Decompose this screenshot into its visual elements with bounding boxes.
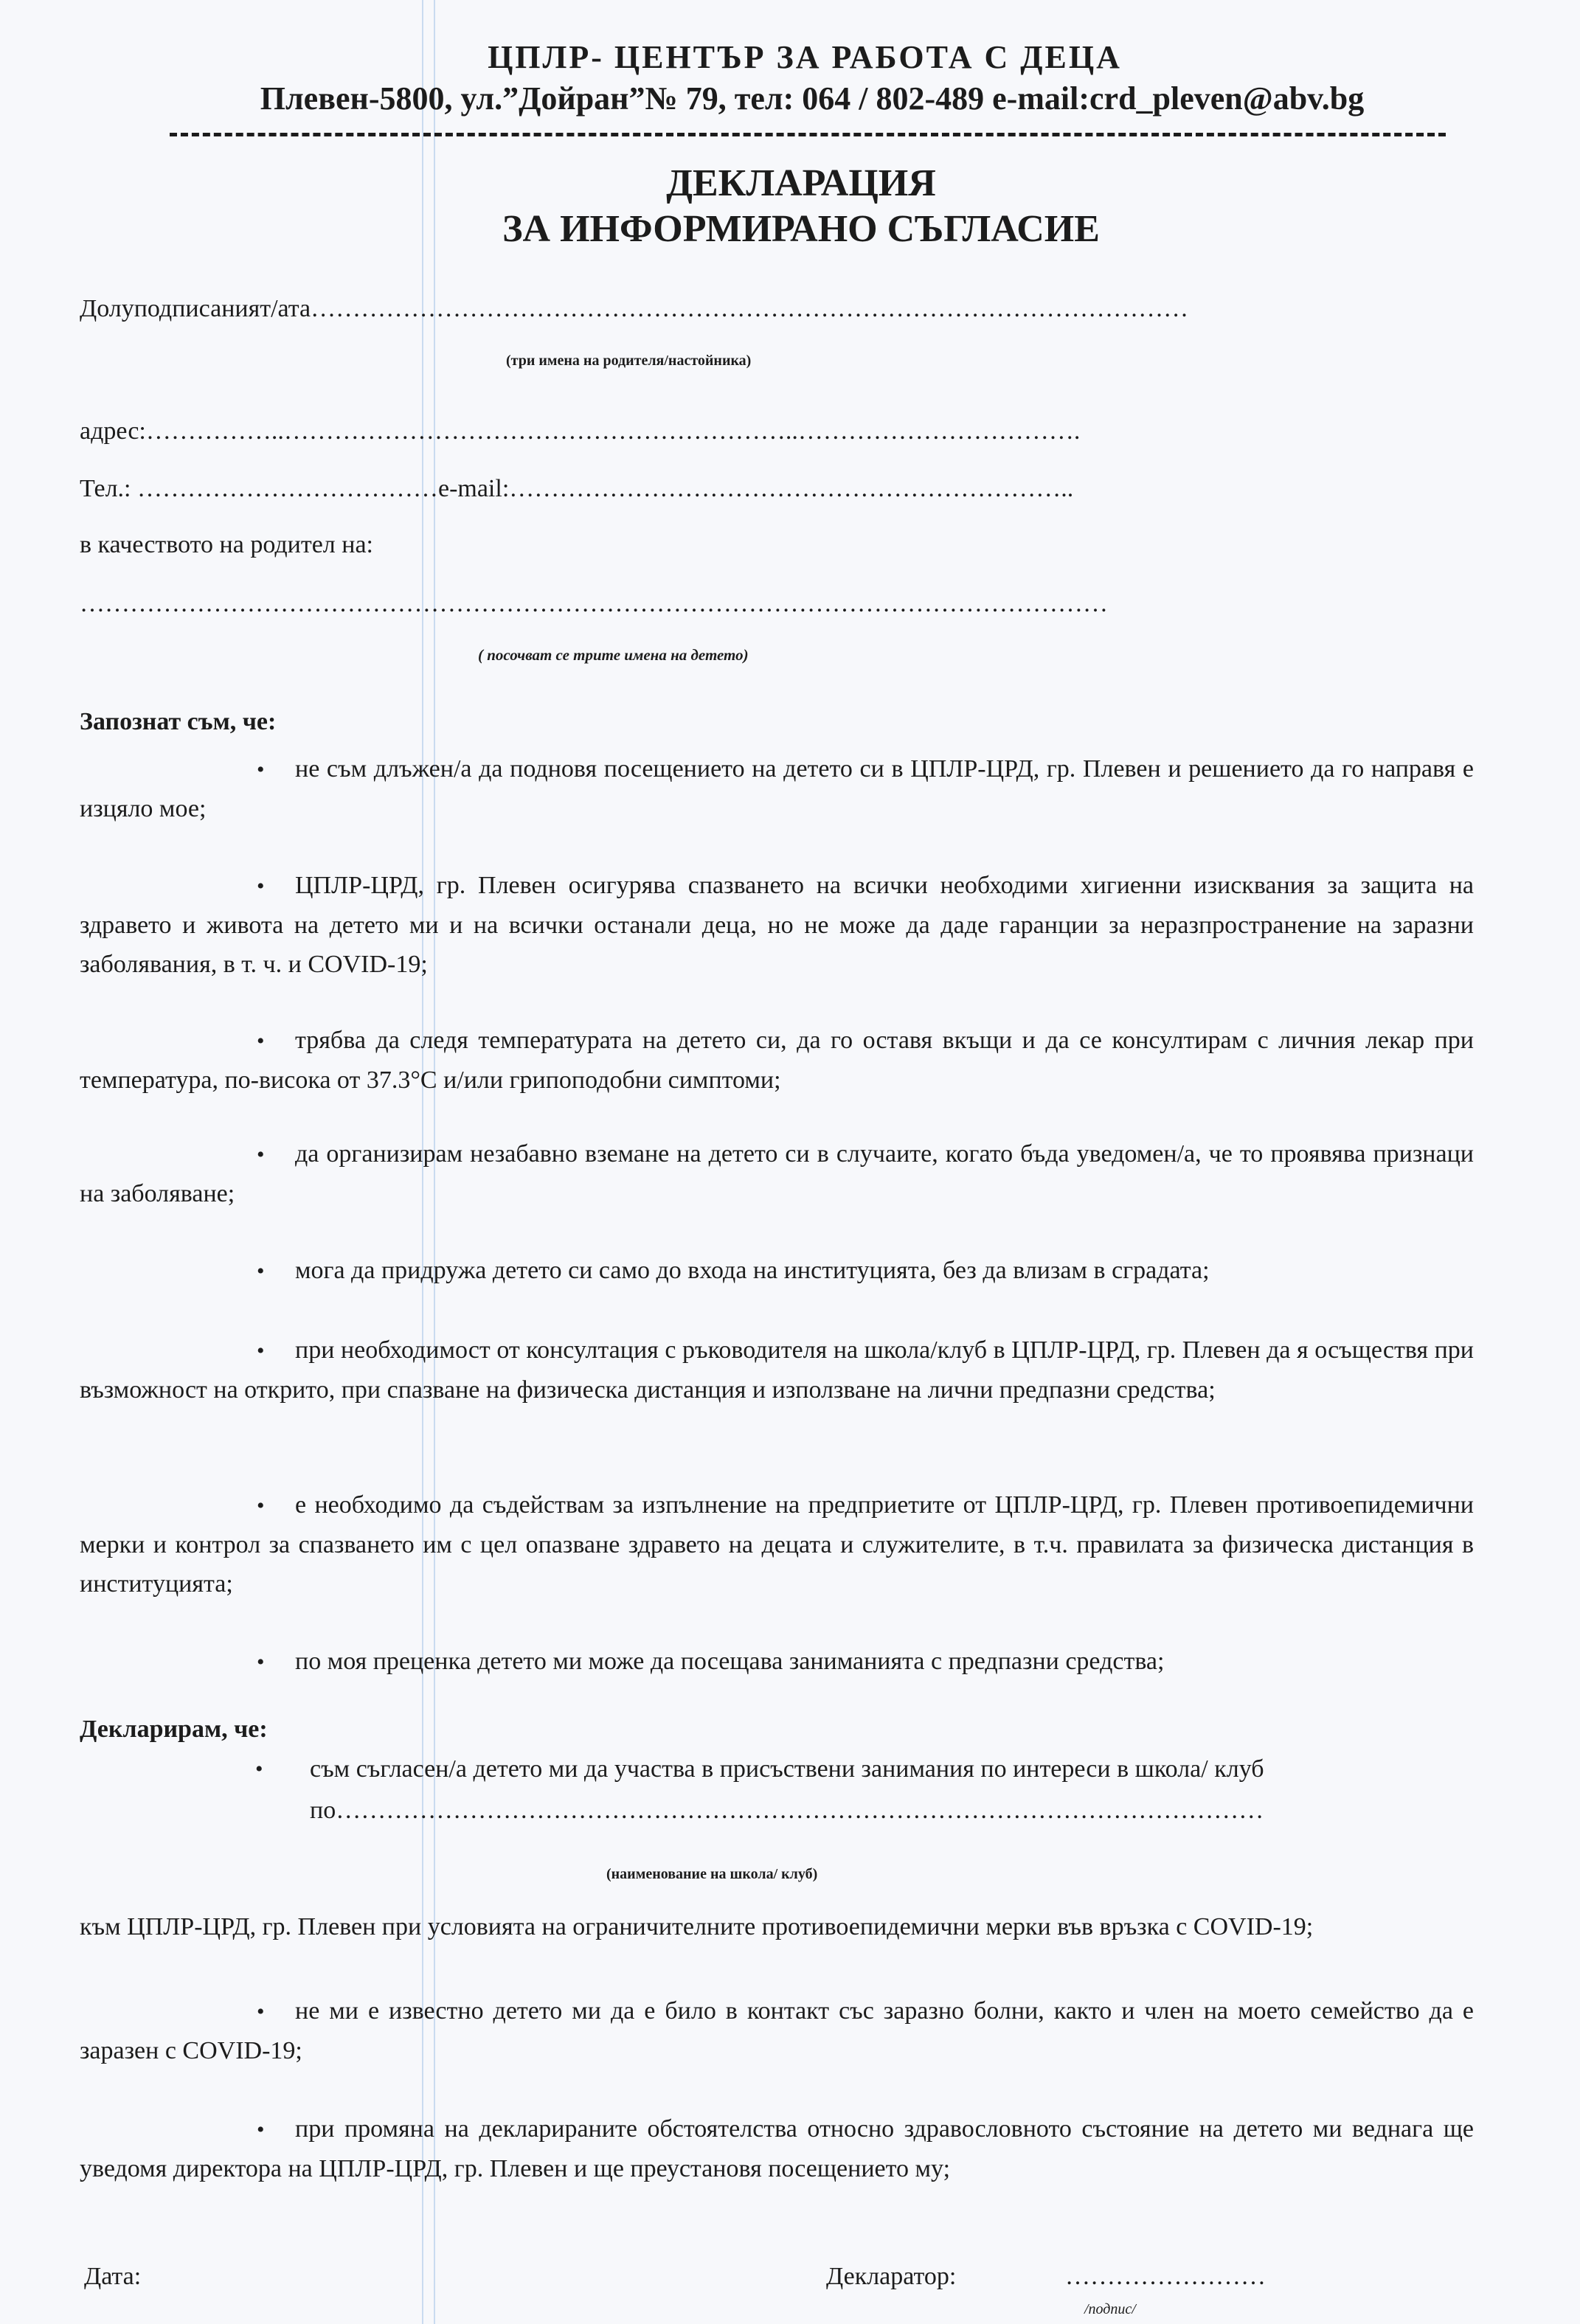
acknowledge-item-text: мога да придружа детето си само до входа на институцията, без да влизам в сградата; xyxy=(295,1257,1210,1284)
acknowledge-item-text: трябва да следя температурата на детето си, да го оставя вкъщи и да се консултирам с личния лекар при температура, по-висока от 37.3°С и/или грипоподобни симптоми; xyxy=(80,1027,1474,1094)
date-label: Дата: xyxy=(84,2263,142,2290)
header-divider xyxy=(170,133,1446,136)
declare-item xyxy=(80,1991,1474,2070)
acknowledge-item-text: ЦПЛР-ЦРД, гр. Плевен осигурява спазването на всички необходими хигиенни изисквания за защита на здравето и живота на детето ми и на всички останали деца, но не може да даде гаранции за неразпространение на заразни заболявания, в т. ч. и COVID-19; xyxy=(80,872,1474,978)
acknowledge-item-text: при необходимост от консултация с ръководителя на школа/клуб в ЦПЛР-ЦРД, гр. Плевен да я осъществя при възможност на открито, при спазване на физическа дистанция и използване на лични предпазни средства; xyxy=(80,1336,1474,1404)
acknowledge-item xyxy=(80,1642,1474,1682)
declare-item-text: при промяна на декларираните обстоятелства относно здравословното състояние на детето ми веднага ще уведомя директора на ЦПЛР-ЦРД, гр. Плевен и ще преустановя посещението му; xyxy=(80,2115,1474,2182)
bullet-icon: • xyxy=(257,2117,265,2142)
signature-hint: /подпис/ xyxy=(1084,2301,1136,2317)
bullet-icon: • xyxy=(255,1757,263,1781)
bullet-icon: • xyxy=(257,1999,265,2024)
acknowledge-item xyxy=(80,1134,1474,1213)
declarant-label: Декларатор: xyxy=(826,2263,957,2290)
declare-heading: Декларирам, че: xyxy=(80,1716,268,1743)
declare-item xyxy=(80,2109,1474,2188)
acknowledge-item-text: не съм длъжен/а да подновя посещението на детето си в ЦПЛР-ЦРД, гр. Плевен и решението да го направя е изцяло мое; xyxy=(80,755,1474,822)
parent-of-label: в качеството на родител на: xyxy=(80,531,374,558)
signatory-field: Долуподписаният/ата…………………………………………………………………………………………… xyxy=(80,295,1189,322)
declare-item1-continuation: към ЦПЛР-ЦРД, гр. Плевен при условията на ограничителните противоепидемични мерки във връзка с COVID-19; xyxy=(80,1913,1314,1940)
declare-item-text: не ми е известно детето ми да е било в контакт със заразно болни, както и член на моето семейство да е заразен с COVID-19; xyxy=(80,1997,1474,2064)
acknowledge-item xyxy=(80,1331,1474,1409)
signature-field: …………………… xyxy=(1065,2263,1266,2290)
child-name-field: …………………………………………………………………………………………………………… xyxy=(80,590,1108,617)
bullet-icon: • xyxy=(257,1259,265,1283)
acknowledge-item xyxy=(80,749,1474,828)
bullet-icon: • xyxy=(257,1494,265,1518)
bullet-icon: • xyxy=(257,1339,265,1363)
organization-address: Плевен-5800, ул.”Дойран”№ 79, тел: 064 / 802-489 e-mail:crd_pleven@abv.bg xyxy=(260,80,1365,117)
acknowledge-item-text: е необходимо да съдействам за изпълнение на предприетите от ЦПЛР-ЦРД, гр. Плевен противоепидемични мерки и контрол за спазването им с цел опазване здравето на децата и служителите, в т.ч. правилата за физическа дистанция в институцията; xyxy=(80,1491,1474,1598)
organization-name: ЦПЛР- ЦЕНТЪР ЗА РАБОТА С ДЕЦА xyxy=(488,39,1122,75)
acknowledge-item xyxy=(80,1251,1474,1291)
acknowledge-item-text: да организирам незабавно вземане на детето си в случаите, когато бъда уведомен/а, че то проявява признаци на заболяване; xyxy=(80,1140,1474,1207)
child-name-hint: ( посочват се трите имена на детето) xyxy=(478,646,749,664)
bullet-icon: • xyxy=(257,1142,265,1167)
bullet-icon: • xyxy=(257,757,265,782)
document-title xyxy=(0,161,1580,252)
acknowledge-item xyxy=(80,866,1474,984)
document-title-line2: ЗА ИНФОРМИРАНО СЪГЛАСИЕ xyxy=(502,208,1100,250)
club-name-hint: (наименование на школа/ клуб) xyxy=(606,1866,818,1882)
phone-email-field: Тел.: ………………………………e-mail:………………………………………………………….. xyxy=(80,475,1074,502)
declare-item1-line1: съм съгласен/а детето ми да участва в присъствени занимания по интереси в школа/ клуб xyxy=(310,1755,1264,1783)
bullet-icon: • xyxy=(257,874,265,898)
signatory-hint: (три имена на родителя/настойника) xyxy=(506,353,752,369)
bullet-icon: • xyxy=(257,1650,265,1674)
acknowledge-item xyxy=(80,1021,1474,1100)
bullet-icon: • xyxy=(257,1029,265,1053)
acknowledge-item xyxy=(80,1485,1474,1603)
document-title-line1: ДЕКЛАРАЦИЯ xyxy=(666,162,936,204)
declare-item1-club-field: по………………………………………………………………………………………………… xyxy=(310,1797,1264,1824)
acknowledge-heading: Запознат съм, че: xyxy=(80,708,277,735)
address-field: адрес:……………..……………………………………………………..……………………………. xyxy=(80,417,1081,445)
acknowledge-item-text: по моя преценка детето ми може да посещава заниманията с предпазни средства; xyxy=(295,1648,1165,1675)
